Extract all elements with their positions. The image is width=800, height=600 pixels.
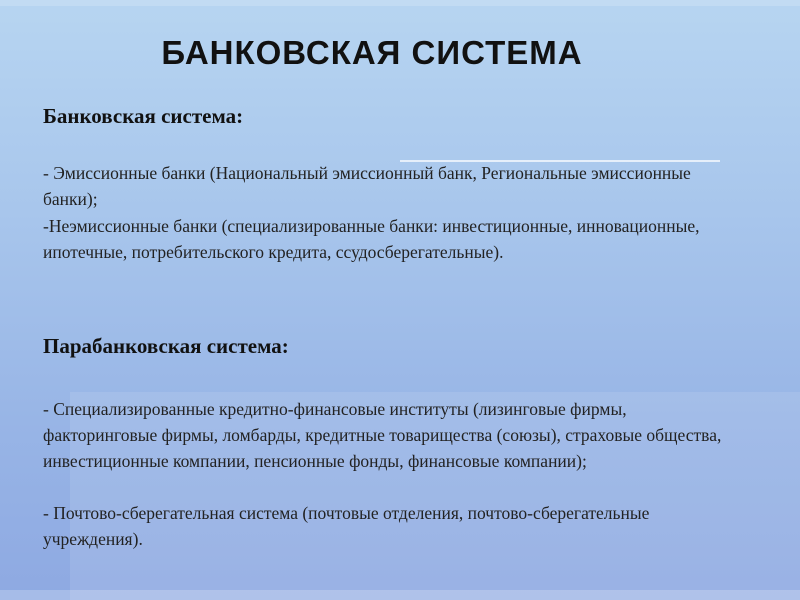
decorative-stripe	[0, 0, 800, 6]
list-item-non-emission-banks: -Неэмиссионные банки (специализированные банки: инвестиционные, инновационные, ипотечные, потребительского кредита, ссудосберегательные).	[43, 216, 700, 262]
section-heading-banking: Банковская система:	[43, 104, 244, 128]
list-item-credit-institutions: - Специализированные кредитно-финансовые институты (лизинговые фирмы, факторинговые фирмы, ломбарды, кредитные товарищества (союзы), страховые общества, инвестиционные компании, пенсионные фонды, финансовые компании);	[43, 399, 722, 471]
slide-title: БАНКОВСКАЯ СИСТЕМА	[161, 34, 583, 71]
list-item-postal-savings: - Почтово-сберегательная система (почтовые отделения, почтово-сберегательные учреждения).	[43, 503, 650, 549]
section-heading-parabanking: Парабанковская система:	[43, 334, 289, 358]
decorative-stripe	[0, 590, 800, 600]
list-item-emission-banks: - Эмиссионные банки (Национальный эмиссионный банк, Региональные эмиссионные банки);	[43, 163, 691, 209]
